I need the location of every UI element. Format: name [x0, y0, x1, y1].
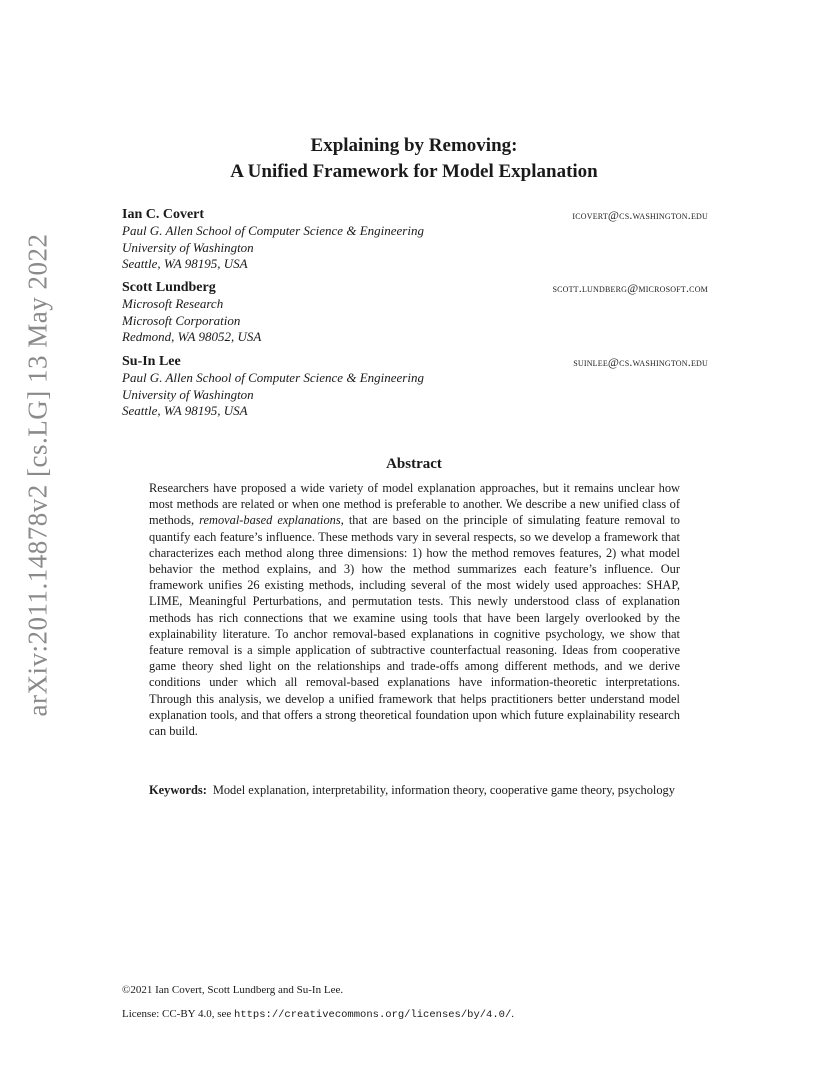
title-line-1: Explaining by Removing: [310, 135, 518, 156]
license-prefix: License: CC-BY 4.0, see [122, 1008, 235, 1020]
abstract-text-end: , that are based on the principle of simulating feature removal to quantify each feature’s influence. These methods vary in several respects, so we develop a framework that characterizes each method along three dimensions: 1) how the method removes features, 2) what model behavior the method explains, and 3) how the method summarizes each feature’s influence. Our framework unifies 26 existing methods, including several of the most widely used approaches: SHAP, LIME, Meaningful Perturbations, and permutation tests. This newly understood class of explanation methods has rich connections that we examine using tools that have been largely overlooked by the explainability literature. To anchor removal-based explanations in cognitive psychology, we show that feature removal is a simple application of subtractive counterfactual reasoning. Ideas from cooperative game theory shed light on the relationships and trade-offs among different methods, and we derive conditions under which all removal-based explanations have information-theoretic interpretations. Through this analysis, we develop a unified framework that helps practitioners better understand model explanation tools, and that offers a strong theoretical foundation upon which future explainability research can build. [149, 513, 680, 739]
copyright-notice: ©2021 Ian Covert, Scott Lundberg and Su-In Lee. [122, 984, 344, 996]
abstract-heading: Abstract [386, 456, 442, 472]
author-name: Su-In Lee [122, 354, 181, 369]
author-affiliation-line: Seattle, WA 98195, USA [122, 403, 248, 418]
author-block-lundberg [122, 279, 708, 346]
author-block-lee [122, 353, 708, 420]
keywords-label: Keywords: [149, 783, 207, 797]
author-affiliation-line: University of Washington [122, 386, 254, 402]
title-line-2: A Unified Framework for Model Explanation [230, 161, 598, 182]
keywords [149, 782, 680, 798]
keywords-text: Model explanation, interpretability, information theory, cooperative game theory, psychology [212, 783, 675, 797]
author-email[interactable]: icovert@cs.washington.edu [572, 208, 708, 222]
author-affiliation-line: Redmond, WA 98052, USA [122, 329, 262, 344]
arxiv-identifier: arXiv:2011.14878v2 [cs.LG] 13 May 2022 [22, 233, 53, 717]
footer [122, 978, 514, 1027]
author-affiliation-line: Paul G. Allen School of Computer Science & Engineering [122, 370, 424, 385]
license-notice [122, 1002, 514, 1027]
abstract-body [149, 480, 680, 739]
abstract-text-start: Researchers have proposed a wide variety of model explanation approaches, but it remains unclear how most methods are related or when one method is preferable to another. We describe a new unified class of methods, [149, 481, 680, 528]
author-email[interactable]: scott.lundberg@microsoft.com [552, 281, 708, 295]
author-affiliation-line: Paul G. Allen School of Computer Science & Engineering [122, 223, 424, 238]
author-name: Scott Lundberg [122, 280, 216, 295]
author-email[interactable]: suinlee@cs.washington.edu [573, 355, 708, 369]
author-affiliation-line: Microsoft Corporation [122, 312, 241, 328]
author-affiliation-line: University of Washington [122, 239, 254, 255]
author-affiliation-line: Microsoft Research [122, 296, 224, 311]
author-block-covert [122, 206, 708, 273]
author-affiliation-line: Seattle, WA 98195, USA [122, 256, 248, 271]
license-suffix: . [511, 1008, 515, 1020]
paper-title [0, 133, 828, 185]
abstract-emphasis: removal-based explanations [199, 513, 341, 528]
author-name: Ian C. Covert [122, 207, 205, 222]
license-link[interactable]: https://creativecommons.org/licenses/by/4.0/ [234, 1009, 512, 1021]
